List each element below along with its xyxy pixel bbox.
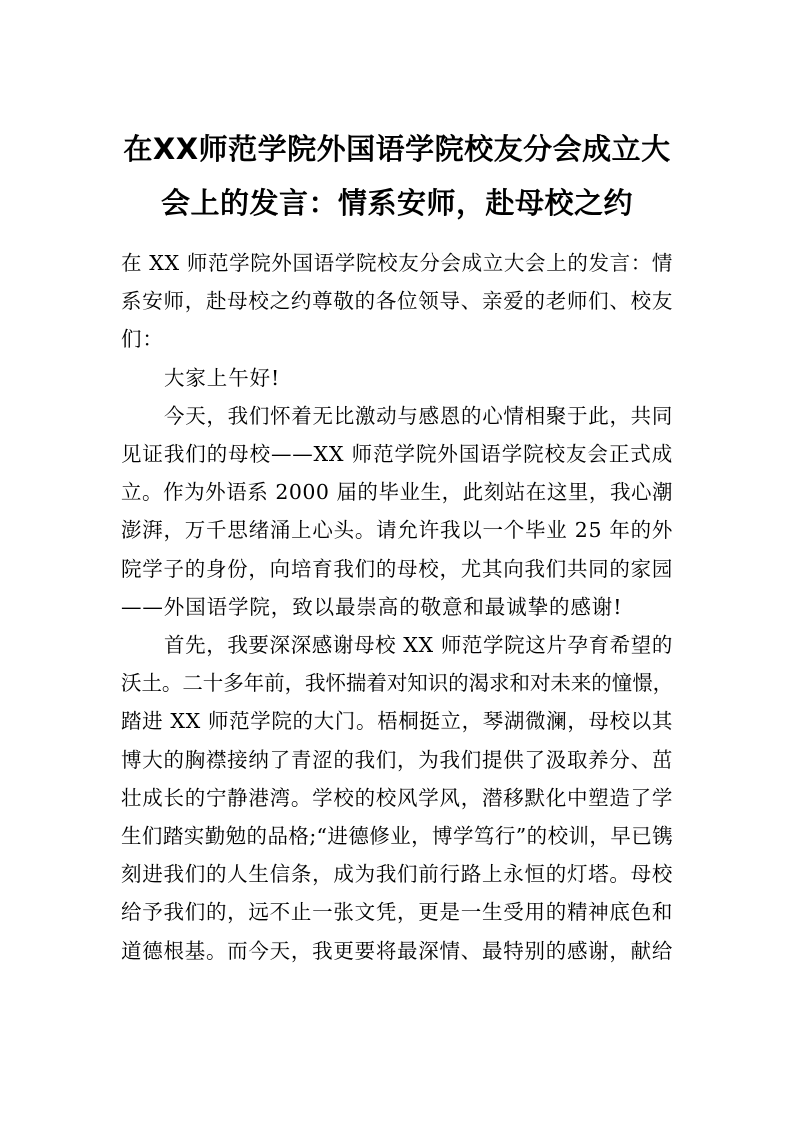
paragraph-thanks (121, 626, 673, 970)
text-line: 首先，我要深深感谢母校 XX 师范学院这片孕育希望的 (164, 633, 673, 658)
text-line: 系安师，赴母校之约尊敬的各位领导、亲爱的老师们、校友 (121, 289, 673, 314)
text-line: 道德根基。而今天，我更要将最深情、最特别的感谢，献给 (121, 938, 673, 963)
text-line: 生们踏实勤勉的品格;“进德修业，博学笃行”的校训，早已镌 (121, 824, 673, 849)
text-line: 博大的胸襟接纳了青涩的我们，为我们提供了汲取养分、茁 (121, 747, 673, 772)
text-line: 院学子的身份，向培育我们的母校，尤其向我们共同的家园 (121, 556, 673, 581)
text-line: 沃土。二十多年前，我怀揣着对知识的渴求和对未来的憧憬， (121, 671, 673, 696)
paragraph-opening (121, 244, 673, 359)
text-line: 踏进 XX 师范学院的大门。梧桐挺立，琴湖微澜，母校以其 (121, 709, 673, 734)
text-line: 们： (121, 327, 164, 352)
text-line: 刻进我们的人生信条，成为我们前行路上永恒的灯塔。母校 (121, 862, 673, 887)
title-line: 会上的发言：情系安师，赴母校之约 (160, 186, 633, 220)
text-line: 见证我们的母校——XX 师范学院外国语学院校友会正式成 (121, 442, 673, 467)
text-line: 给予我们的，远不止一张文凭，更是一生受用的精神底色和 (121, 900, 673, 925)
title-line: 在XX师范学院外国语学院校友分会成立大 (123, 132, 671, 166)
text-line: 今天，我们怀着无比激动与感恩的心情相聚于此，共同 (164, 403, 673, 428)
text-line: 澎湃，万千思绪涌上心头。请允许我以一个毕业 25 年的外 (121, 518, 673, 543)
paragraph-today (121, 397, 673, 626)
text-line: ——外国语学院，致以最崇高的敬意和最诚挚的感谢! (121, 594, 623, 619)
text-line: 立。作为外语系 2000 届的毕业生，此刻站在这里，我心潮 (121, 480, 673, 505)
text-line: 大家上午好! (164, 365, 281, 390)
text-line: 壮成长的宁静港湾。学校的校风学风，潜移默化中塑造了学 (121, 785, 673, 810)
paragraph-greeting (121, 359, 673, 397)
document-body (121, 244, 673, 970)
document-title (100, 122, 694, 230)
text-line: 在 XX 师范学院外国语学院校友分会成立大会上的发言：情 (121, 251, 673, 275)
